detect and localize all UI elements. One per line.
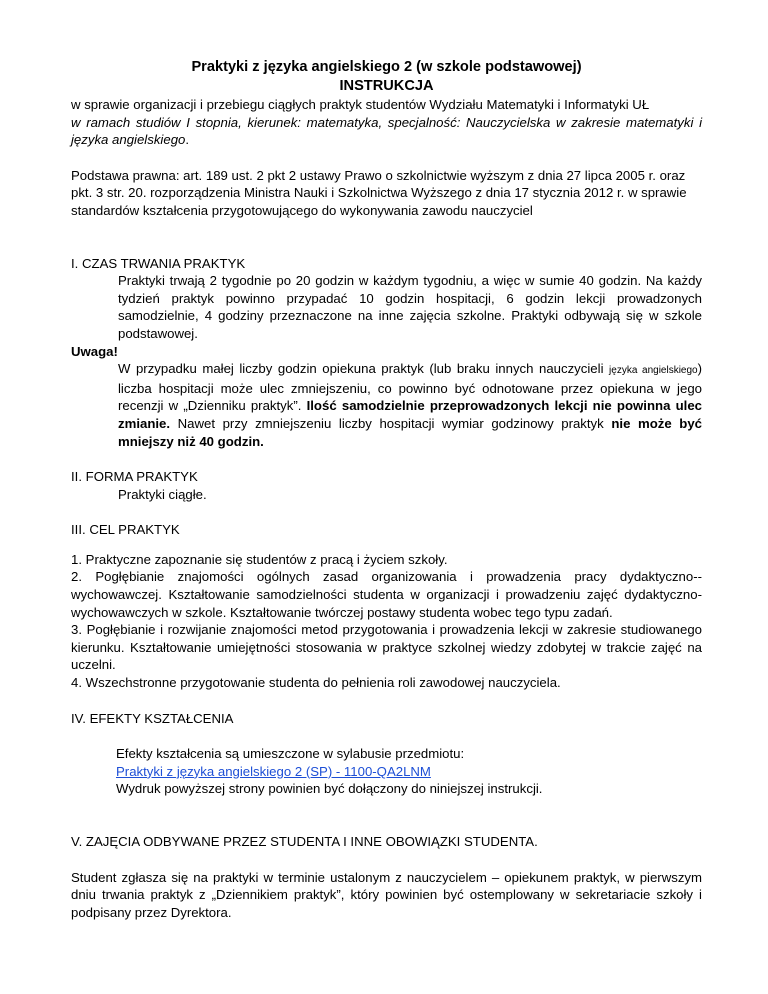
goals-list — [71, 551, 702, 692]
note-part-a: W przypadku małej liczby godzin opiekuna praktyk (lub braku innych nauczycieli — [118, 361, 610, 377]
list-item-number: 1. — [71, 551, 82, 567]
section5-text: Student zgłasza się na praktyki w terminie ustalonym z nauczycielem – opiekunem praktyk, w pierwszym dniu trwania praktyk z „Dziennikiem praktyk”, który powinien być ostemplowany w sekretariacie szkoły i podpisany przez Dyrektora. — [71, 869, 702, 920]
list-item-text: Wszechstronne przygotowanie studenta do pełnienia roli zawodowej nauczyciela. — [85, 675, 561, 691]
intro-line: w sprawie organizacji i przebiegu ciągłych praktyk studentów Wydziału Matematyki i Informatyki UŁ — [71, 97, 650, 112]
syllabus-link[interactable]: Praktyki z języka angielskiego 2 (SP) - 1100-QA2LNM — [116, 763, 431, 779]
note-text — [118, 360, 702, 450]
list-item-text: Pogłębianie i rozwijanie znajomości metod przygotowania i prowadzenia lekcji w zakresie studiowanego kierunku. Kształtowanie umiejętności stosowania w praktyce szkolnej wiedzy zdobytej w trakcie zajęć na uczelni. — [71, 622, 702, 673]
list-item — [71, 674, 702, 692]
note-small: języka angielskiego — [609, 365, 698, 377]
list-item — [71, 621, 702, 674]
document-page — [71, 58, 702, 921]
document-subtitle: INSTRUKCJA — [339, 78, 434, 94]
note-bold-2: nie może być mniejszy niż 40 godzin. — [118, 415, 702, 449]
section4-body — [116, 745, 702, 798]
section2-text: Praktyki ciągłe. — [118, 486, 207, 502]
list-item-text: Praktyczne zapoznanie się studentów z pracą i życiem szkoły. — [85, 551, 448, 567]
legal-basis: Podstawa prawna: art. 189 ust. 2 pkt 2 ustawy Prawo o szkolnictwie wyższym z dnia 27 lipca 2005 r. oraz pkt. 3 str. 20. rozporządzenia Ministra Nauki i Szkolnictwa Wyższego z dnia 17 stycznia 2012 r. w sprawie standardów kształcenia przygotowującego do wykonywania zawodu nauczyciel — [71, 167, 687, 218]
list-item-number: 4. — [71, 675, 82, 691]
section4-line2: Wydruk powyższej strony powinien być dołączony do niniejszej instrukcji. — [116, 781, 543, 797]
list-item — [71, 551, 702, 569]
section4-heading: IV. EFEKTY KSZTAŁCENIA — [71, 710, 234, 726]
intro-program — [71, 114, 702, 149]
intro-period: . — [185, 132, 190, 148]
section4-line1: Efekty kształcenia są umieszczone w sylabusie przedmiotu: — [116, 746, 465, 762]
section5-heading: V. ZAJĘCIA ODBYWANE PRZEZ STUDENTA I INNE OBOWIĄZKI STUDENTA. — [71, 834, 538, 849]
note-part-c: Nawet przy zmniejszeniu liczby hospitacji wymiar godzinowy praktyk — [170, 415, 612, 431]
section1-heading: I. CZAS TRWANIA PRAKTYK — [71, 255, 246, 271]
list-item — [71, 568, 702, 621]
intro-program-text: w ramach studiów I stopnia, kierunek: matematyka, specjalność: Nauczycielska w zakresie matematyki i języka angielskiego — [71, 114, 702, 148]
note-part-b: ) liczba hospitacji może ulec zmniejszeniu, co powinno być odnotowane przez opiekuna w jego recenzji w „Dzienniku praktyk”. — [118, 361, 703, 414]
list-item-number: 3. — [71, 622, 82, 638]
note-label: Uwaga! — [71, 343, 118, 359]
list-item-text: Pogłębianie znajomości ogólnych zasad organizowania i prowadzenia pracy dydaktyczno--wychowawczej. Kształtowanie samodzielności studenta w organizacji i prowadzeniu zajęć dydaktyczno-wychowawczych w szkole. Kształtowanie twórczej postawy studenta wobec tego typu zadań. — [71, 569, 702, 620]
list-item-number: 2. — [71, 569, 82, 585]
section3-heading: III. CEL PRAKTYK — [71, 522, 180, 538]
section2-heading: II. FORMA PRAKTYK — [71, 469, 198, 485]
document-title: Praktyki z języka angielskiego 2 (w szkole podstawowej) — [191, 59, 582, 75]
note-bold-1: Ilość samodzielnie przeprowadzonych lekcji nie powinna ulec zmianie. — [118, 398, 702, 431]
section1-text: Praktyki trwają 2 tygodnie po 20 godzin w każdym tygodniu, a więc w sumie 40 godzin. Na każdy tydzień praktyk powinno przypadać 10 godzin hospitacji, 6 godzin lekcji prowadzonych samodzielnie, 4 godziny przeznaczone na inne zajęcia szkolne. Praktyki odbywają się w szkole podstawowej. — [118, 273, 702, 341]
